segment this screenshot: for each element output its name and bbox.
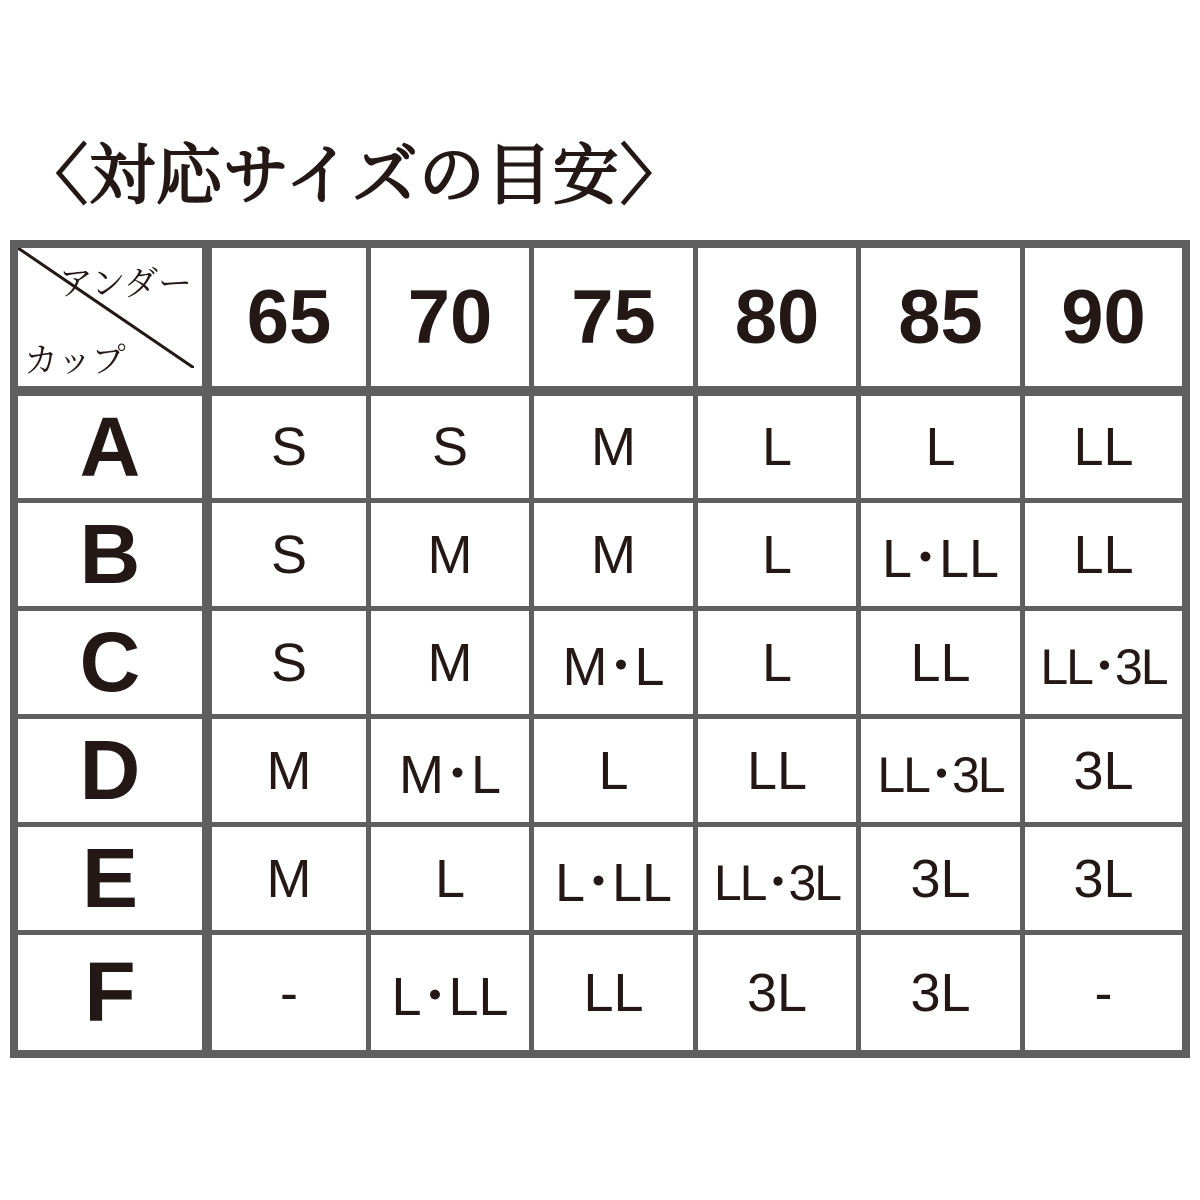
- underbust-axis-label: アンダー: [58, 264, 192, 304]
- size-cell: -: [212, 935, 366, 1050]
- row-header-cup: B: [18, 503, 202, 606]
- row-header-cup: D: [18, 719, 202, 822]
- size-cell: 3L: [861, 935, 1020, 1050]
- size-cell: 3L: [698, 935, 856, 1050]
- size-cell: -: [1025, 935, 1182, 1050]
- size-cell: L: [861, 396, 1020, 498]
- row-header-cup: C: [18, 611, 202, 714]
- size-cell: LL: [1025, 396, 1182, 498]
- size-cell: 3L: [861, 827, 1020, 930]
- size-cell: L: [698, 396, 856, 498]
- size-cell: L･LL: [861, 503, 1020, 606]
- size-cell: LL･3L: [1025, 611, 1182, 714]
- column-header-underbust: 70: [371, 248, 529, 386]
- size-cell: LL･3L: [698, 827, 856, 930]
- size-cell: L･LL: [534, 827, 693, 930]
- size-cell: L: [698, 503, 856, 606]
- size-cell: 3L: [1025, 827, 1182, 930]
- size-table: [10, 240, 1190, 1058]
- page-title: 〈対応サイズの目安〉: [22, 137, 687, 214]
- column-header-underbust: 80: [698, 248, 856, 386]
- size-cell: S: [212, 503, 366, 606]
- size-cell: M･L: [534, 611, 693, 714]
- row-header-cup: E: [18, 827, 202, 930]
- size-cell: L: [698, 611, 856, 714]
- column-header-underbust: 90: [1025, 248, 1182, 386]
- size-cell: LL: [698, 719, 856, 822]
- row-header-cup: A: [18, 396, 202, 498]
- column-header-underbust: 75: [534, 248, 693, 386]
- size-cell: M: [534, 396, 693, 498]
- column-header-underbust: 65: [212, 248, 366, 386]
- size-cell: L･LL: [371, 935, 529, 1050]
- size-cell: S: [371, 396, 529, 498]
- size-cell: M: [212, 827, 366, 930]
- size-cell: 3L: [1025, 719, 1182, 822]
- corner-header-cell: [18, 248, 202, 386]
- row-header-cup: F: [18, 935, 202, 1050]
- size-cell: L: [371, 827, 529, 930]
- size-cell: S: [212, 396, 366, 498]
- size-cell: L: [534, 719, 693, 822]
- size-cell: LL: [534, 935, 693, 1050]
- column-header-underbust: 85: [861, 248, 1020, 386]
- size-cell: LL: [1025, 503, 1182, 606]
- size-cell: S: [212, 611, 366, 714]
- size-cell: M: [371, 611, 529, 714]
- size-cell: LL: [861, 611, 1020, 714]
- size-cell: M･L: [371, 719, 529, 822]
- size-cell: M: [371, 503, 529, 606]
- size-cell: LL･3L: [861, 719, 1020, 822]
- size-cell: M: [534, 503, 693, 606]
- size-cell: M: [212, 719, 366, 822]
- cup-axis-label: カップ: [24, 341, 126, 381]
